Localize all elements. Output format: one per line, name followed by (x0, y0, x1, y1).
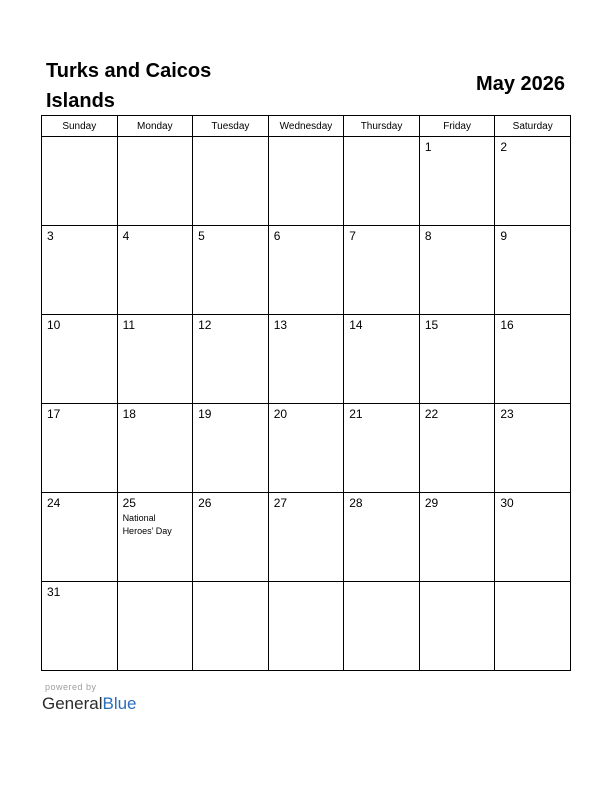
region-title (46, 56, 286, 116)
holiday-line1: National (122, 513, 156, 523)
day-number: 5 (198, 229, 205, 243)
day-number (344, 582, 419, 585)
day-cell (495, 226, 571, 315)
day-number: 3 (47, 229, 54, 243)
day-number (420, 582, 495, 585)
week-row (42, 137, 571, 226)
day-number (269, 137, 344, 140)
day-cell (268, 315, 344, 404)
day-number: 11 (122, 318, 136, 332)
day-cell (117, 315, 193, 404)
day-number: 8 (424, 229, 432, 243)
day-number: 30 (500, 496, 514, 510)
day-number: 4 (122, 229, 130, 243)
day-number: 9 (500, 229, 508, 243)
weekday-tuesday: Tuesday (193, 116, 269, 137)
day-number (269, 582, 344, 585)
day-cell (268, 226, 344, 315)
weekday-saturday: Saturday (495, 116, 571, 137)
day-cell (193, 226, 269, 315)
day-cell (42, 582, 118, 671)
week-row (42, 404, 571, 493)
day-cell (42, 404, 118, 493)
powered-by-text: powered by (45, 682, 97, 692)
week-row (42, 493, 571, 582)
day-number: 6 (273, 229, 281, 243)
day-cell (117, 582, 193, 671)
week-row (42, 226, 571, 315)
day-number (42, 137, 117, 140)
day-number: 31 (47, 585, 61, 599)
day-cell (193, 315, 269, 404)
weekday-thursday: Thursday (344, 116, 420, 137)
day-number: 19 (198, 407, 212, 421)
day-cell (344, 582, 420, 671)
week-row (42, 315, 571, 404)
day-number: 1 (424, 140, 432, 154)
day-cell (193, 582, 269, 671)
day-number (118, 582, 193, 585)
day-cell (344, 137, 420, 226)
day-cell (268, 493, 344, 582)
day-cell (193, 404, 269, 493)
day-number: 15 (424, 318, 439, 332)
day-number: 16 (500, 318, 514, 332)
day-number: 12 (198, 318, 212, 332)
holiday-line2: Heroes’ Day (122, 526, 172, 536)
day-cell (268, 137, 344, 226)
day-number: 21 (349, 407, 363, 421)
day-cell (42, 226, 118, 315)
day-number: 29 (424, 496, 439, 510)
day-cell (42, 493, 118, 582)
weekday-sunday: Sunday (42, 116, 118, 137)
day-cell (419, 582, 495, 671)
day-cell (419, 137, 495, 226)
day-number (193, 582, 268, 585)
day-cell (117, 493, 193, 582)
day-number: 13 (273, 318, 288, 332)
brand-general-text: General (42, 694, 103, 713)
day-number: 28 (349, 496, 363, 510)
day-cell (419, 226, 495, 315)
day-number (118, 137, 193, 140)
month-year-title: May 2026 (476, 73, 565, 95)
day-number: 14 (349, 318, 363, 332)
day-cell (495, 315, 571, 404)
day-cell (193, 493, 269, 582)
weekday-friday: Friday (419, 116, 495, 137)
day-number: 7 (349, 229, 356, 243)
day-cell (42, 137, 118, 226)
day-cell (117, 404, 193, 493)
day-cell (268, 582, 344, 671)
day-number: 10 (47, 318, 61, 332)
day-number: 18 (122, 407, 136, 421)
day-cell (268, 404, 344, 493)
day-number (344, 137, 419, 140)
day-cell (344, 226, 420, 315)
day-cell (42, 315, 118, 404)
day-cell (193, 137, 269, 226)
day-number: 25 (122, 496, 136, 510)
day-cell (495, 493, 571, 582)
day-cell (419, 493, 495, 582)
day-cell (117, 137, 193, 226)
holiday-label (118, 510, 193, 538)
day-number: 27 (273, 496, 288, 510)
day-number: 17 (47, 407, 61, 421)
region-title-line1: Turks and Caicos (46, 60, 212, 82)
day-cell (344, 315, 420, 404)
day-number: 2 (500, 140, 508, 154)
weekday-header-row (42, 116, 571, 137)
day-cell (419, 315, 495, 404)
brand-blue-text: Blue (102, 694, 137, 713)
day-number: 23 (500, 407, 514, 421)
weekday-wednesday: Wednesday (268, 116, 344, 137)
day-cell (495, 137, 571, 226)
day-number: 22 (424, 407, 439, 421)
region-title-line2: Islands (46, 90, 115, 112)
day-number: 20 (273, 407, 288, 421)
day-number: 26 (198, 496, 212, 510)
calendar-grid (41, 115, 571, 671)
day-number (193, 137, 268, 140)
generalblue-logo[interactable] (42, 693, 137, 715)
weekday-monday: Monday (117, 116, 193, 137)
day-cell (495, 404, 571, 493)
week-row (42, 582, 571, 671)
day-number: 24 (47, 496, 61, 510)
day-cell (344, 493, 420, 582)
day-number (495, 582, 570, 585)
day-cell (495, 582, 571, 671)
day-cell (117, 226, 193, 315)
day-cell (419, 404, 495, 493)
day-cell (344, 404, 420, 493)
